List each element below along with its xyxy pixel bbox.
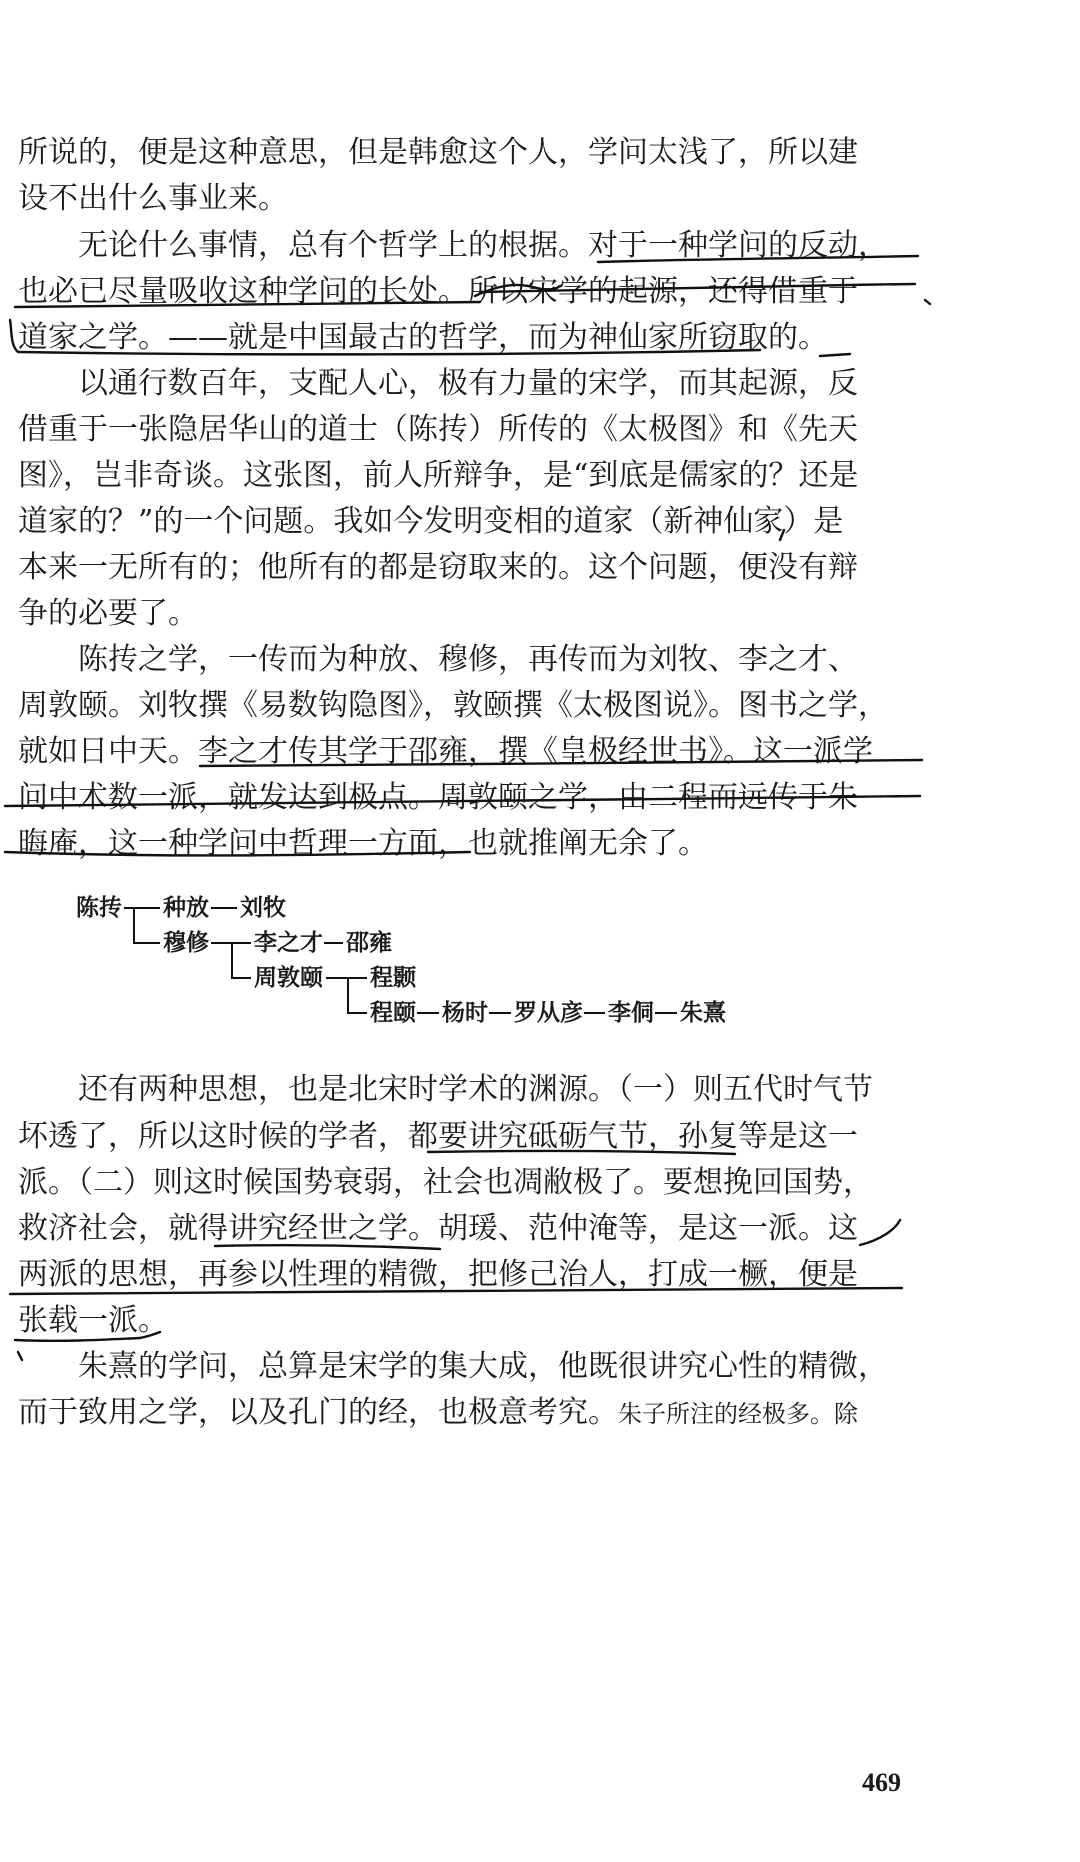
- text-line: 也必已尽量吸收这种学问的长处。所以宋学的起源，还得借重于: [18, 274, 858, 309]
- text-segment-small: 朱子所注的经极多。除: [618, 1400, 858, 1428]
- pen-mark: [10, 320, 18, 352]
- node-cheng-hao: 程颢: [370, 965, 416, 991]
- node-liu-mu: 刘牧: [240, 895, 286, 921]
- text-segment: 而于致用之学，以及孔门的经，也极意考究。: [18, 1395, 618, 1430]
- pen-mark: [925, 300, 930, 304]
- text-line: 陈抟之学，一传而为种放、穆修，再传而为刘牧、李之才、: [18, 642, 858, 677]
- text-line: 所说的，便是这种意思，但是韩愈这个人，学问太浅了，所以建: [18, 135, 858, 170]
- node-chen-tuan: 陈抟: [76, 895, 122, 921]
- text-line: 坏透了，所以这时候的学者，都要讲究砥砺气节，孙复等是这一: [18, 1119, 858, 1154]
- node-zhu-xi: 朱熹: [680, 1000, 726, 1026]
- text-line: 还有两种思想，也是北宋时学术的渊源。（一）则五代时气节: [18, 1072, 873, 1107]
- text-line: 借重于一张隐居华山的道士（陈抟）所传的《太极图》和《先天: [18, 412, 858, 447]
- text-line: 问中术数一派，就发达到极点。周敦颐之学，由二程而远传于朱: [18, 780, 858, 815]
- text-line: [18, 1393, 918, 1434]
- text-line: 晦庵，这一种学问中哲理一方面，也就推阐无余了。: [18, 826, 708, 861]
- text-line: 张载一派。: [18, 1303, 168, 1338]
- node-shao-yong: 邵雍: [346, 930, 392, 956]
- text-line: 以通行数百年，支配人心，极有力量的宋学，而其起源，反: [18, 366, 858, 401]
- text-line: 周敦颐。刘牧撰《易数钩隐图》，敦颐撰《太极图说》。图书之学，: [18, 688, 888, 723]
- node-luo-congyan: 罗从彦: [514, 1000, 583, 1026]
- text-line: 道家之学。——就是中国最古的哲学，而为神仙家所窃取的。: [18, 320, 828, 355]
- node-cheng-yi: 程颐: [370, 1000, 416, 1026]
- text-line: 救济社会，就得讲究经世之学。胡瑗、范仲淹等，是这一派。这: [18, 1211, 858, 1246]
- node-yang-shi: 杨时: [442, 1000, 488, 1026]
- connector-line: [232, 943, 251, 978]
- node-li-tong: 李侗: [608, 1000, 654, 1026]
- node-zhong-fang: 种放: [163, 895, 209, 921]
- text-line: 设不出什么事业来。: [18, 181, 288, 216]
- page-number: 469: [862, 1768, 901, 1797]
- node-zhou-dunyi: 周敦颐: [254, 965, 323, 991]
- text-line: 本来一无所有的；他所有的都是窃取来的。这个问题，便没有辩: [18, 550, 858, 585]
- text-line: 朱熹的学问，总算是宋学的集大成，他既很讲究心性的精微，: [18, 1349, 888, 1384]
- text-line: 派。（二）则这时候国势衰弱，社会也凋敝极了。要想挽回国势，: [18, 1165, 873, 1200]
- node-li-zhicai: 李之才: [254, 930, 323, 956]
- node-mu-xiu: 穆修: [163, 930, 209, 956]
- text-line: 两派的思想，再参以性理的精微，把修己治人，打成一橛，便是: [18, 1257, 858, 1292]
- text-line: 道家的？”的一个问题。我如今发明变相的道家（新神仙家）是: [18, 504, 844, 539]
- text-line: 图》，岂非奇谈。这张图，前人所辩争，是“到底是儒家的？还是: [18, 458, 859, 493]
- text-line: 就如日中天。李之才传其学于邵雍，撰《皇极经世书》。这一派学: [18, 734, 873, 769]
- text-line: 无论什么事情，总有个哲学上的根据。对于一种学问的反动，: [18, 228, 888, 263]
- connector-line: [348, 978, 367, 1013]
- connector-line: [134, 908, 160, 943]
- text-line: 争的必要了。: [18, 596, 198, 631]
